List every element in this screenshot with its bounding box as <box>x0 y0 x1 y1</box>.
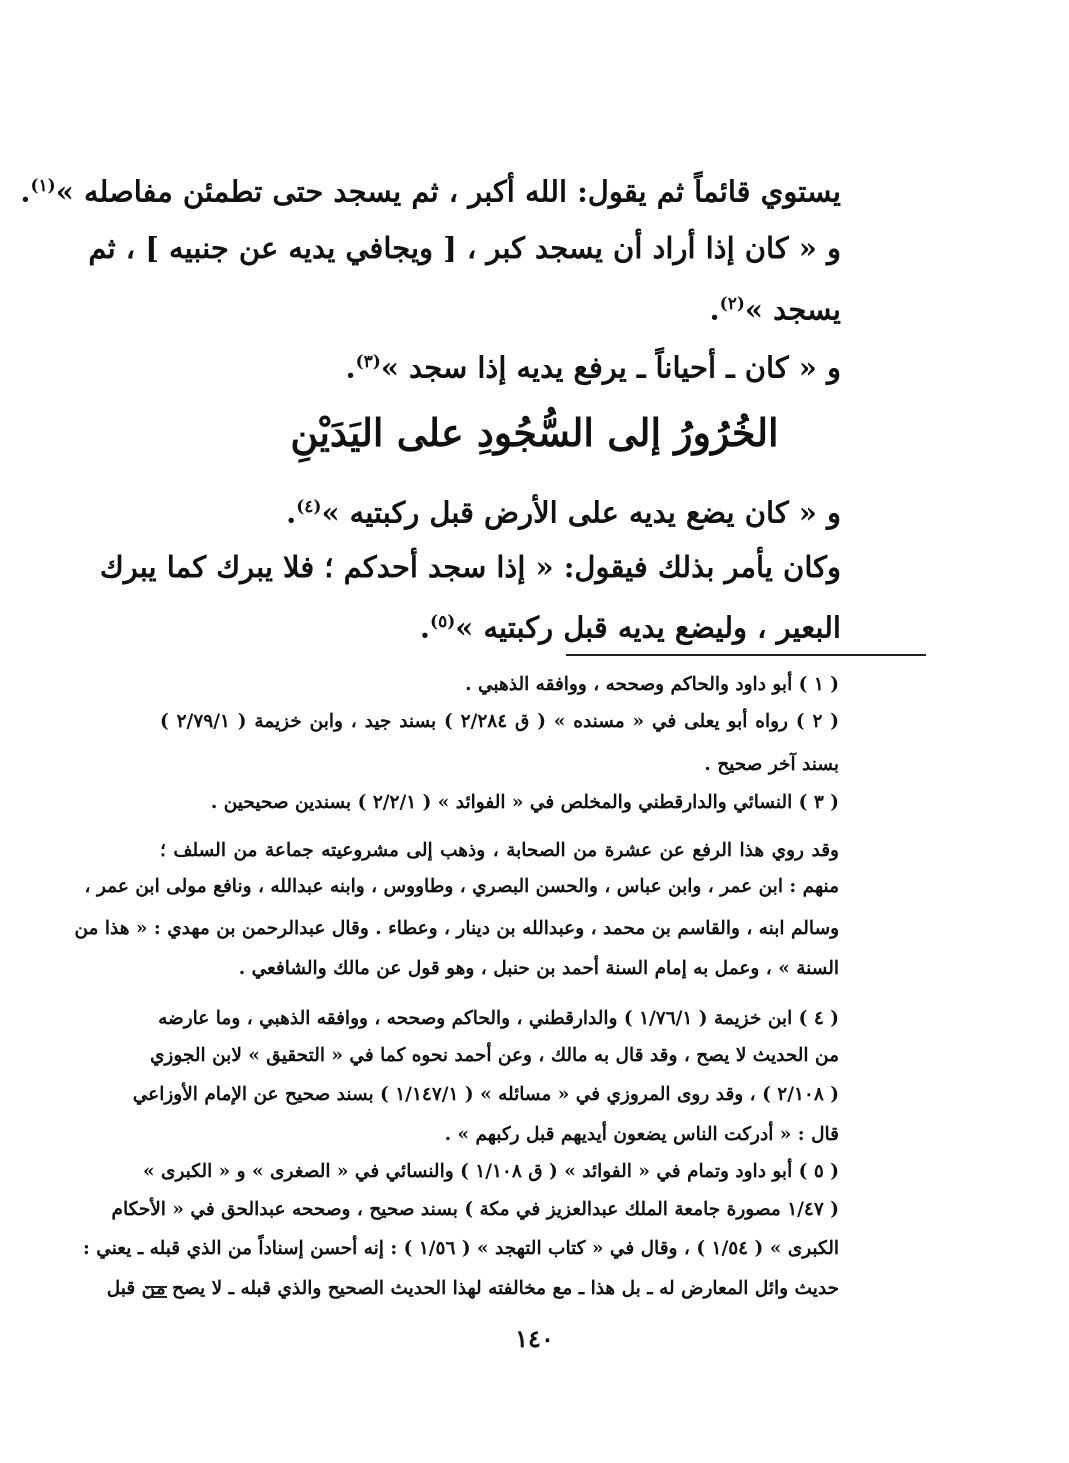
footnote-line-13: ( ٥ ) أبو داود وتمام في « الفوائد » ( ق ١/١٠٨ ) والنسائي في « الصغرى » و « الكبرى » <box>142 1161 839 1182</box>
footnote-line-6: منهم : ابن عمر ، وابن عباس ، والحسن البصري ، وطاووس ، وابنه عبدالله ، ونافع مولى ابن عمر ، <box>84 876 839 897</box>
main-line-6 <box>99 547 841 587</box>
footnote-line-5: وقد روي هذا الرفع عن عشرة من الصحابة ، وذهب إلى مشروعيته جماعة من السلف ؛ <box>160 840 839 861</box>
footnote-mark-2: (٢) <box>719 294 745 314</box>
main-line-7 <box>160 602 841 648</box>
footnote-line-7: وسالم ابنه ، والقاسم بن محمد ، وعبدالله بن دينار ، وعطاء . وقال عبدالرحمن بن مهدي : « هذا من <box>74 918 839 939</box>
footnote-line-2: ( ٢ ) رواه أبو يعلى في « مسنده » ( ق ٢/٢٨٤ ) بسند جيد ، وابن خزيمة ( ٢/٧٩/١ ) <box>160 711 839 732</box>
main-line-2-text: و « كان إذا أراد أن يسجد كبر ، [ ويجافي يديه عن جنبيه ] ، ثم <box>88 231 841 265</box>
main-line-7-text: البعير ، وليضع يديه قبل ركبتيه » <box>455 610 841 645</box>
footnote-separator <box>566 654 926 656</box>
footnote-line-14: ( ١/٤٧ مصورة جامعة الملك عبدالعزيز في مكة ) بسند صحيح ، وصححه عبدالحق في « الأحكام <box>111 1199 839 1220</box>
footnote-line-4: ( ٣ ) النسائي والدارقطني والمخلص في « الفوائد » ( ٢/٢/١ ) بسندين صحيحين . <box>210 792 839 813</box>
footnote-mark-4: (٤) <box>296 497 322 517</box>
main-line-4-end: . <box>345 350 356 385</box>
main-line-5 <box>160 487 841 533</box>
main-line-7-end: . <box>419 610 431 645</box>
main-line-1 <box>20 166 841 212</box>
main-line-5-text: و « كان يضع يديه على الأرض قبل ركبتيه » <box>321 495 841 530</box>
footnote-line-16: حديث وائل المعارض له ـ بل هذا ـ مع مخالفته لهذا الحديث الصحيح والذي قبله ـ لا يصح من قبل <box>106 1278 839 1299</box>
main-line-6-text: وكان يأمر بذلك فيقول: « إذا سجد أحدكم ؛ فلا يبرك كما يبرك <box>99 550 841 584</box>
section-heading: الخُرُورُ إلى السُّجُودِ على اليَدَيْنِ <box>290 410 779 455</box>
continuation-mark <box>145 1286 167 1298</box>
main-line-4-text: و « كان ـ أحياناً ـ يرفع يديه إذا سجد » <box>380 350 841 385</box>
main-line-1-text: يستوي قائماً ثم يقول: الله أكبر ، ثم يسجد حتى تطمئن مفاصله » <box>55 174 841 209</box>
main-line-1-end: . <box>20 174 31 209</box>
main-line-4 <box>160 342 841 388</box>
page-number: ١٤٠ <box>515 1324 554 1353</box>
main-line-5-end: . <box>286 495 297 530</box>
footnote-line-3: بسند آخر صحيح . <box>704 754 839 775</box>
footnote-line-11: ( ٢/١٠٨ ) ، وقد روى المروزي في « مسائله » ( ١/١٤٧/١ ) بسند صحيح عن الإمام الأوزاعي <box>132 1084 839 1105</box>
footnote-line-15: الكبرى » ( ١/٥٤ ) ، وقال في « كتاب التهجد » ( ١/٥٦ ) : إنه أحسن إسناداً من الذي قبله ـ يعني : <box>83 1238 839 1259</box>
footnote-line-1: ( ١ ) أبو داود والحاكم وصححه ، ووافقه الذهبي . <box>465 674 839 695</box>
footnote-mark-3: (٣) <box>355 352 381 372</box>
main-line-3-end: . <box>709 292 720 327</box>
main-line-2 <box>88 228 841 268</box>
footnote-line-12: قال : « أدركت الناس يضعون أيديهم قبل ركبهم » . <box>444 1124 839 1145</box>
footnote-mark-1: (١) <box>30 176 56 196</box>
footnote-mark-5: (٥) <box>430 612 456 632</box>
footnote-line-10: من الحديث لا يصح ، وقد قال به مالك ، وعن أحمد نحوه كما في « التحقيق » لابن الجوزي <box>149 1045 839 1066</box>
main-line-3-text: يسجد » <box>744 292 841 327</box>
main-line-3 <box>160 284 841 330</box>
footnote-line-9: ( ٤ ) ابن خزيمة ( ١/٧٦/١ ) والدارقطني ، والحاكم وصححه ، ووافقه الذهبي ، وما عارضه <box>158 1008 839 1029</box>
footnote-line-8: السنة » ، وعمل به إمام السنة أحمد بن حنبل ، وهو قول عن مالك والشافعي . <box>238 958 839 979</box>
